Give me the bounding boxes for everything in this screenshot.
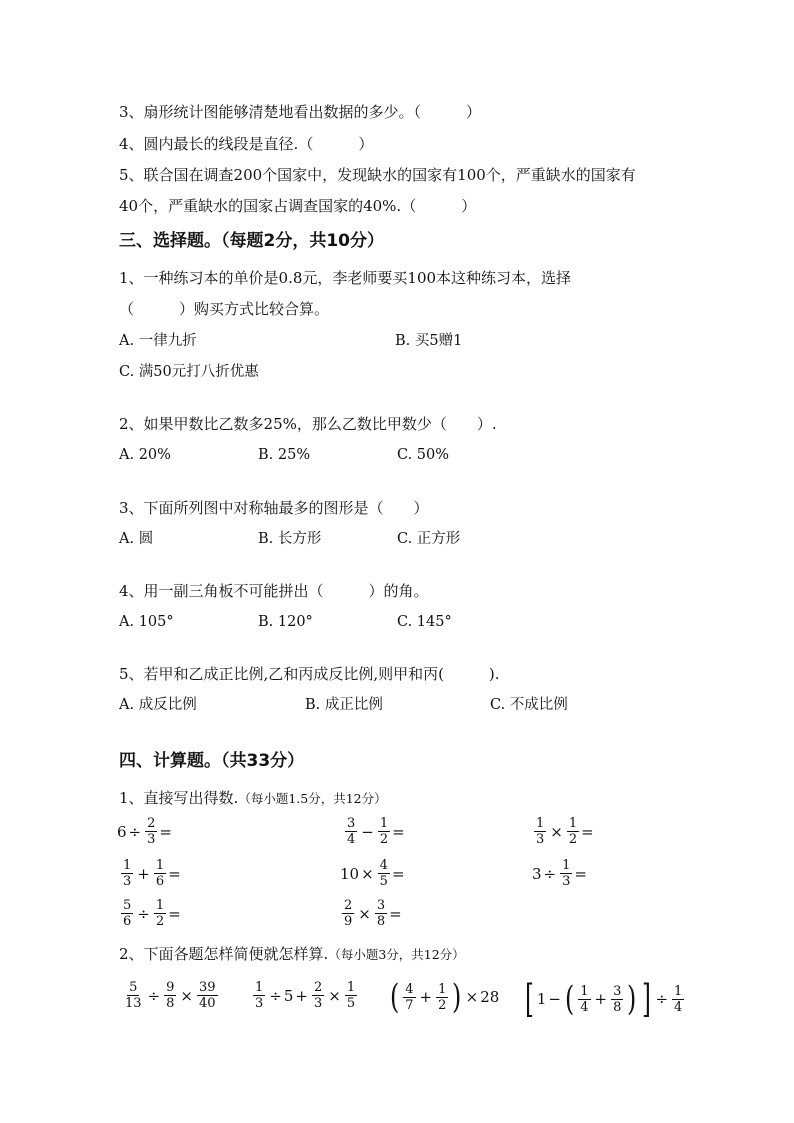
s4-q1-note: （每小题1.5分，共12分） (238, 791, 387, 806)
section4-title: 四、计算题。（共33分） (119, 751, 305, 771)
calc-2-1: $\frac{5}{13}$ ÷ $\frac{9}{8}$ × $\frac{39}{40}$ (125, 980, 216, 1011)
s4-q1-label: 1、直接写出得数. (119, 789, 239, 807)
calc-2-3: ( $\frac{4}{7}$ + $\frac{1}{2}$ ) × 28 (389, 977, 500, 1017)
calc-2-4: [ 1 − ( $\frac{1}{4}$ + $\frac{3}{8}$ ) ] ÷ $\frac{1}{4}$ (524, 977, 683, 1021)
s3-q3-option-b: B. 长方形 (258, 531, 322, 547)
judge-item-5-line2: 40个，严重缺水的国家占调查国家的40%.（ ） (119, 197, 477, 215)
s3-q5-option-c: C. 不成比例 (490, 697, 568, 713)
s4-q2-heading (119, 944, 465, 965)
s3-q2-option-b: B. 25% (258, 447, 311, 463)
s4-q1-heading (119, 788, 387, 809)
s3-q2-stem: 2、如果甲数比乙数多25%，那么乙数比甲数少（ ）. (119, 415, 497, 433)
s3-q5-stem: 5、若甲和乙成正比例,乙和丙成反比例,则甲和丙( ). (119, 665, 500, 683)
calc-1-1: 6 ÷ $\frac{2}{3}$ = (117, 816, 172, 847)
s3-q1-option-a: A. 一律九折 (119, 333, 197, 349)
s3-q2-option-c: C. 50% (397, 447, 450, 463)
s3-q4-option-c: C. 145° (397, 614, 452, 630)
calc-1-5: 10 × $\frac{4}{5}$ = (340, 858, 405, 889)
s3-q5-option-a: A. 成反比例 (119, 697, 197, 713)
section3-title: 三、选择题。（每题2分，共10分） (119, 231, 384, 251)
calc-1-7: $\frac{5}{6}$ ÷ $\frac{1}{2}$ = (123, 898, 181, 929)
calc-2-2: $\frac{1}{3}$ ÷ 5 + $\frac{2}{3}$ × $\frac{1}{5}$ (255, 980, 356, 1011)
s3-q4-option-a: A. 105° (119, 614, 174, 630)
s3-q3-option-a: A. 圆 (119, 531, 154, 547)
judge-item-5-line1: 5、联合国在调查200个国家中，发现缺水的国家有100个，严重缺水的国家有 (119, 166, 636, 184)
calc-1-2: $\frac{3}{4}$ − $\frac{1}{2}$ = (347, 816, 405, 847)
judge-item-4: 4、圆内最长的线段是直径.（ ） (119, 135, 374, 153)
calc-1-6: 3 ÷ $\frac{1}{3}$ = (532, 858, 587, 889)
s3-q5-option-b: B. 成正比例 (305, 697, 383, 713)
s3-q1-line1: 1、一种练习本的单价是0.8元，李老师要买100本这种练习本，选择 (119, 269, 572, 287)
s4-q2-note: （每小题3分，共12分） (328, 947, 465, 962)
judge-item-3: 3、扇形统计图能够清楚地看出数据的多少。（ ） (119, 103, 482, 121)
s3-q1-option-b: B. 买5赠1 (395, 333, 463, 349)
s3-q1-line2: （ ）购买方式比较合算。 (119, 300, 330, 318)
s4-q2-label: 2、下面各题怎样简便就怎样算. (119, 945, 329, 963)
s3-q3-option-c: C. 正方形 (397, 531, 461, 547)
calc-1-8: $\frac{2}{9}$ × $\frac{3}{8}$ = (344, 898, 402, 929)
calc-1-4: $\frac{1}{3}$ + $\frac{1}{6}$ = (123, 858, 181, 889)
calc-1-3: $\frac{1}{3}$ × $\frac{1}{2}$ = (536, 816, 594, 847)
s3-q1-option-c: C. 满50元打八折优惠 (119, 364, 259, 380)
s3-q4-option-b: B. 120° (258, 614, 313, 630)
s3-q2-option-a: A. 20% (119, 447, 171, 463)
s3-q4-stem: 4、用一副三角板不可能拼出（ ）的角。 (119, 582, 429, 600)
s3-q3-stem: 3、下面所列图中对称轴最多的图形是（ ） (119, 499, 429, 517)
